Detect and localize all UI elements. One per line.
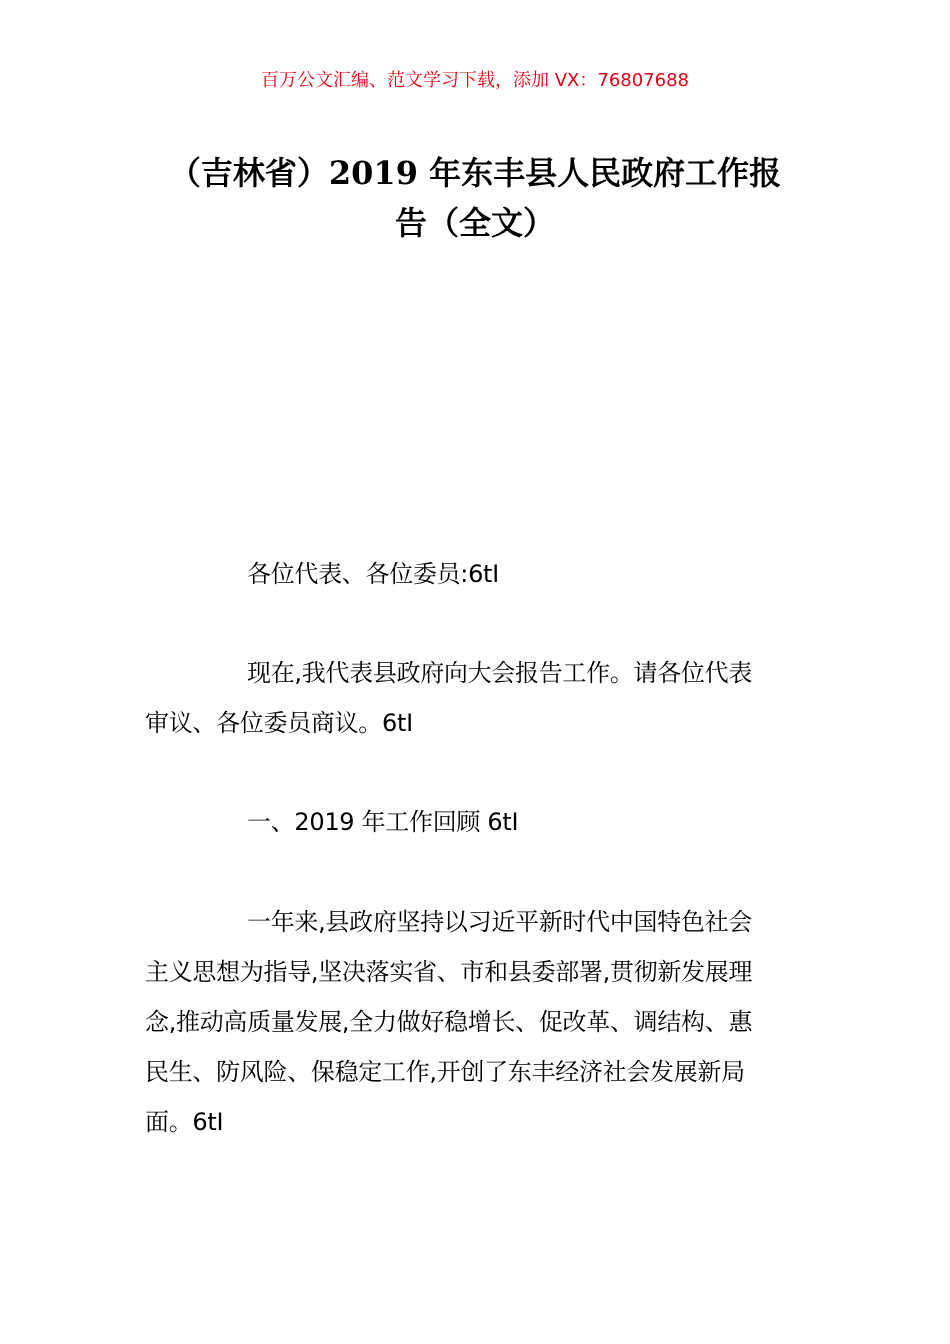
paragraph-line: 一年来,县政府坚持以习近平新时代中国特色社会 (247, 908, 753, 936)
paragraph-line: 民生、防风险、保稳定工作,开创了东丰经济社会发展新局 (145, 1058, 745, 1086)
section-heading-review (145, 797, 810, 847)
paragraph-report-intro (145, 648, 810, 748)
document-title (145, 148, 805, 248)
paragraph-line: 各位代表、各位委员:6tI (247, 560, 499, 588)
paragraph-line: 面。6tI (145, 1108, 224, 1136)
section-heading-text: 一、2019 年工作回顾 6tI (247, 808, 519, 836)
paragraph-line: 审议、各位委员商议。6tI (145, 709, 413, 737)
paragraph-year-review (145, 897, 810, 1147)
title-line-2: 告（全文） (394, 204, 555, 242)
paragraph-line: 念,推动高质量发展,全力做好稳增长、促改革、调结构、惠 (145, 1008, 753, 1036)
paragraph-greeting (145, 549, 810, 599)
paragraph-line: 现在,我代表县政府向大会报告工作。请各位代表 (247, 659, 753, 687)
paragraph-line: 主义思想为指导,坚决落实省、市和县委部署,贯彻新发展理 (145, 958, 753, 986)
watermark-banner: 百万公文汇编、范文学习下载，添加 VX：76807688 (261, 70, 689, 91)
title-line-1: （吉林省）2019 年东丰县人民政府工作报 (168, 154, 782, 192)
